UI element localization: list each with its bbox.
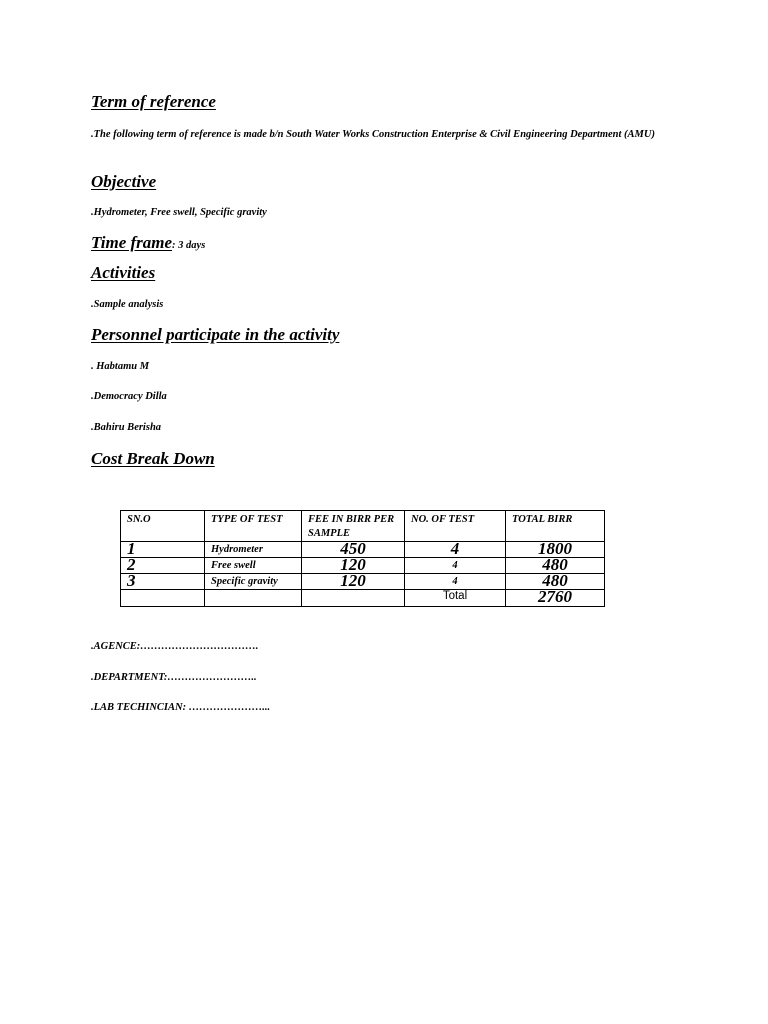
timeframe-heading: Time frame (91, 233, 173, 252)
terms-text: .The following term of reference is made b/n South Water Works Construction Enterprise & Civil Engineering Department (AMU) (91, 129, 655, 140)
objective-text: .Hydrometer, Free swell, Specific gravity (91, 207, 267, 218)
total-cell: 1800 (506, 542, 605, 558)
count-cell: 4 (405, 542, 506, 558)
personnel-item: .Democracy Dilla (91, 391, 167, 402)
department-signature-line: .DEPARTMENT:…………………….. (91, 672, 257, 683)
sn-cell: 3 (121, 574, 205, 590)
header-cell: FEE IN BIRR PER SAMPLE (302, 511, 405, 542)
activities-text: .Sample analysis (91, 299, 164, 310)
sn-cell: 1 (121, 542, 205, 558)
table-row (121, 558, 605, 574)
test-cell: Specific gravity (205, 574, 302, 590)
header-cell: TYPE OF TEST (205, 511, 302, 542)
timeframe-line (91, 233, 205, 253)
total-cell: 480 (506, 558, 605, 574)
agence-signature-line: .AGENCE:……………………………. (91, 641, 259, 652)
header-cell: TOTAL BIRR (506, 511, 605, 542)
personnel-item: . Habtamu M (91, 361, 150, 372)
header-cell: SN.O (121, 511, 205, 542)
timeframe-value: : 3 days (172, 240, 206, 251)
personnel-item: .Bahiru Berisha (91, 422, 162, 433)
fee-cell: 120 (302, 574, 405, 590)
fee-cell: 120 (302, 558, 405, 574)
cost-table (120, 510, 605, 607)
lab-technician-signature-line: .LAB TECHINCIAN: …………………... (91, 702, 271, 713)
activities-heading: Activities (91, 263, 156, 282)
test-cell: Free swell (205, 558, 302, 574)
header-cell: NO. OF TEST (405, 511, 506, 542)
table-total-row (121, 590, 605, 607)
terms-heading: Term of reference (91, 92, 216, 111)
empty-cell (121, 590, 205, 607)
objective-heading: Objective (91, 172, 157, 191)
empty-cell (205, 590, 302, 607)
table-row (121, 542, 605, 558)
count-cell: 4 (405, 558, 506, 574)
table-row (121, 574, 605, 590)
sn-cell: 2 (121, 558, 205, 574)
empty-cell (302, 590, 405, 607)
cost-heading: Cost Break Down (91, 449, 215, 468)
total-cell: 480 (506, 574, 605, 590)
table-header-row (121, 511, 605, 542)
personnel-heading: Personnel participate in the activity (91, 325, 340, 344)
test-cell: Hydrometer (205, 542, 302, 558)
count-cell: 4 (405, 574, 506, 590)
fee-cell: 450 (302, 542, 405, 558)
total-label: Total (405, 590, 506, 607)
grand-total: 2760 (506, 590, 605, 607)
